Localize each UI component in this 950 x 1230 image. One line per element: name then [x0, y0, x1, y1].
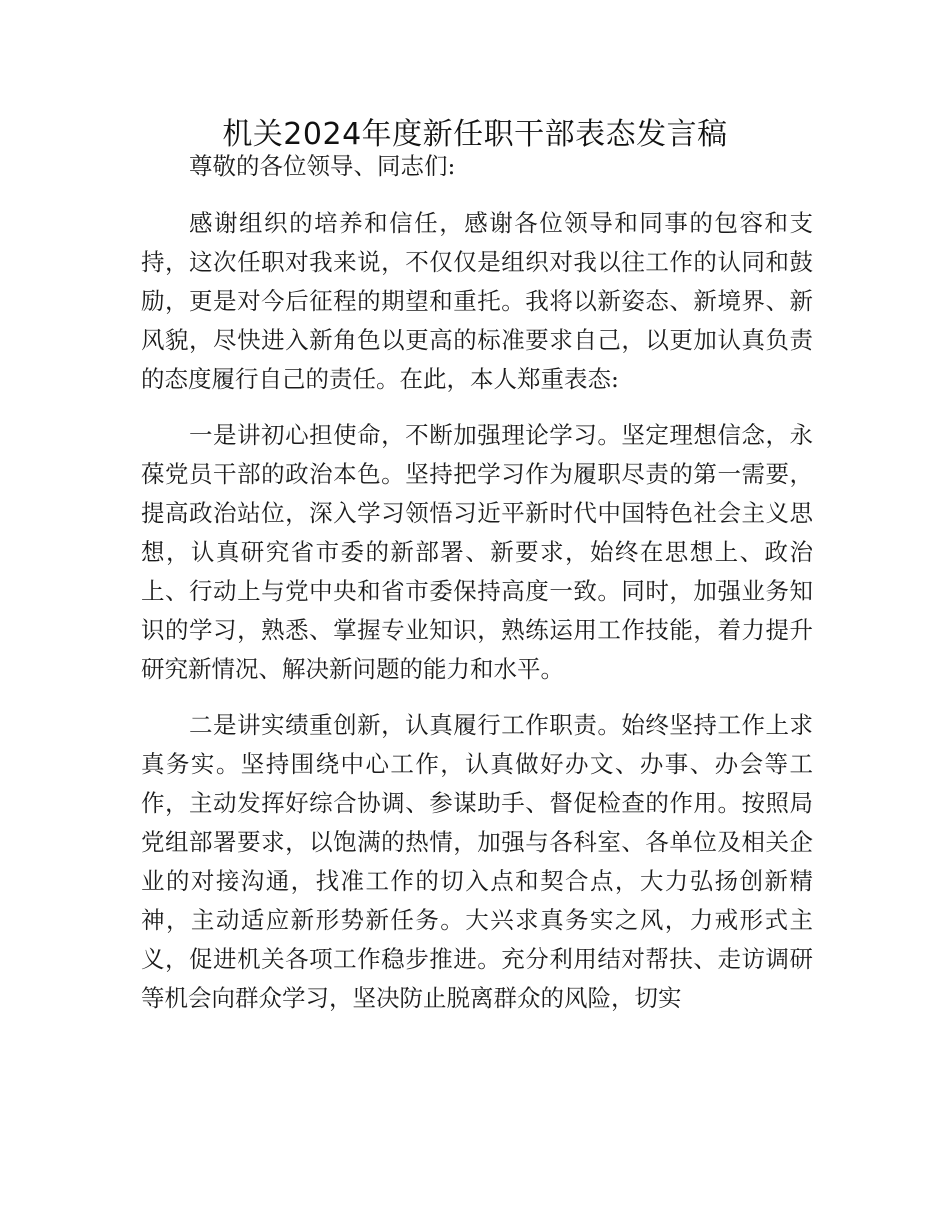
paragraph-point-two: 二是讲实绩重创新，认真履行工作职责。始终坚持工作上求真务实。坚持围绕中心工作，认真做好办文、办事、办会等工作，主动发挥好综合协调、参谋助手、督促检查的作用。按照局党组部署要求，以饱满的热情，加强与各科室、各单位及相关企业的对接沟通，找准工作的切入点和契合点，大力弘扬创新精神，主动适应新形势新任务。大兴求真务实之风，力戒形式主义，促进机关各项工作稳步推进。充分利用结对帮扶、走访调研等机会向群众学习，坚决防止脱离群众的风险，切实: [141, 711, 813, 1012]
greeting-paragraph: 尊敬的各位领导、同志们:: [189, 152, 456, 180]
paragraph-point-one: 一是讲初心担使命，不断加强理论学习。坚定理想信念，永葆党员干部的政治本色。坚持把学习作为履职尽责的第一需要，提高政治站位，深入学习领悟习近平新时代中国特色社会主义思想，认真研究省市委的新部署、新要求，始终在思想上、政治上、行动上与党中央和省市委保持高度一致。同时，加强业务知识的学习，熟悉、掌握专业知识，熟练运用工作技能，着力提升研究新情况、解决新问题的能力和水平。: [141, 421, 813, 683]
document-title: 机关2024年度新任职干部表态发言稿: [222, 117, 728, 152]
document-body: [141, 146, 813, 1035]
paragraph-gratitude: 感谢组织的培养和信任，感谢各位领导和同事的包容和支持，这次任职对我来说，不仅仅是组织对我以往工作的认同和鼓励，更是对今后征程的期望和重托。我将以新姿态、新境界、新风貌，尽快进入新角色以更高的标准要求自己，以更加认真负责的态度履行自己的责任。在此，本人郑重表态:: [141, 209, 813, 393]
